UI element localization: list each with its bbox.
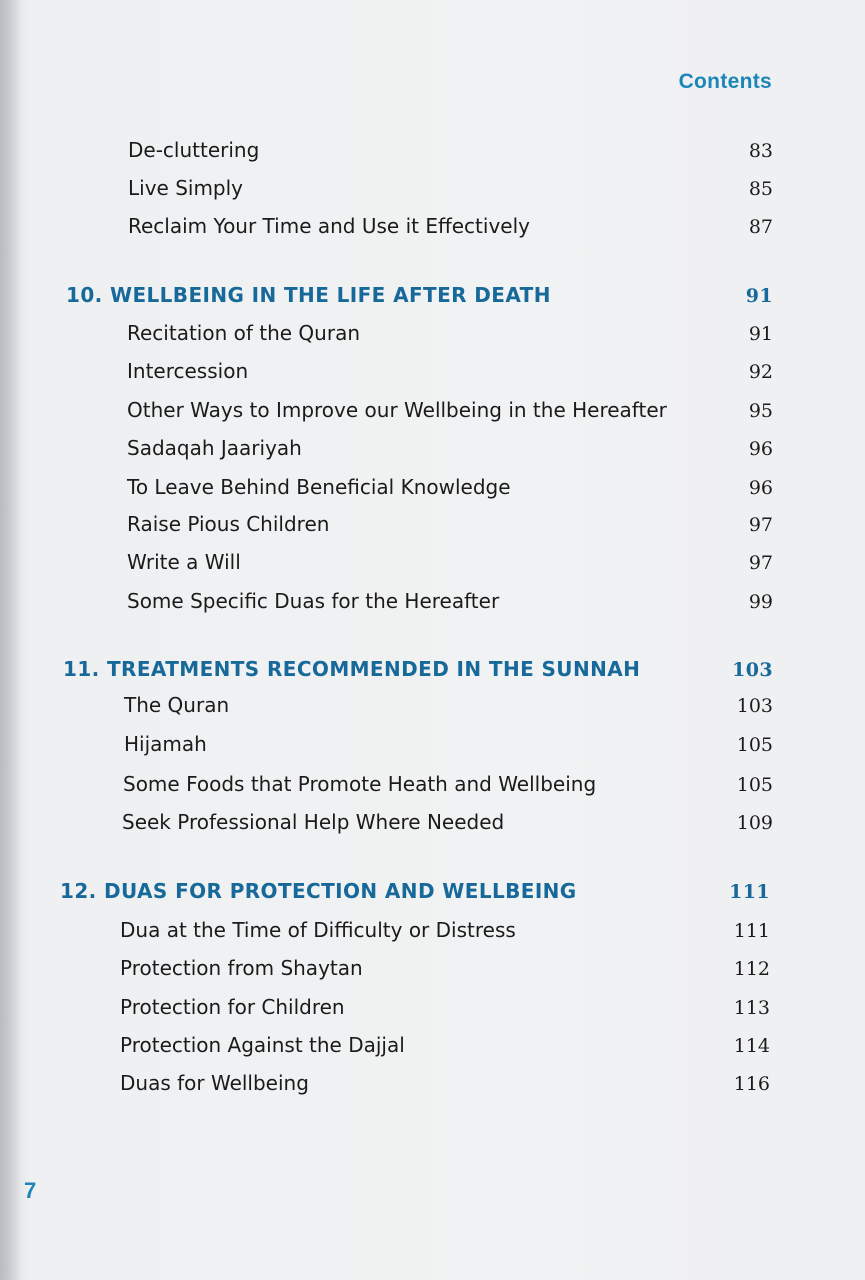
toc-entry-page: 87	[748, 216, 773, 238]
toc-entry	[127, 398, 773, 423]
toc-entry-page: 96	[748, 477, 773, 499]
toc-entry-title: Write a Will	[127, 550, 241, 574]
toc-entry-title: Live Simply	[128, 176, 244, 200]
toc-entry-page: 83	[748, 140, 773, 162]
toc-entry	[124, 693, 773, 718]
toc-entry	[120, 918, 770, 943]
toc-entry-page: 103	[736, 695, 773, 717]
toc-entry	[127, 550, 773, 575]
toc-entry-title: Protection for Children	[120, 995, 345, 1019]
chapter-page: 111	[729, 881, 770, 903]
running-head: Contents	[678, 70, 772, 93]
chapter-title: 12. DUAS FOR PROTECTION AND WELLBEING	[60, 879, 577, 903]
toc-entry-title: Recitation of the Quran	[127, 321, 361, 345]
toc-entry	[120, 956, 770, 981]
toc-entry-title: Some Specific Duas for the Hereafter	[127, 589, 500, 613]
chapter-title: 10. WELLBEING IN THE LIFE AFTER DEATH	[66, 283, 551, 307]
toc-entry-page: 97	[748, 552, 773, 574]
toc-entry-page: 99	[748, 591, 773, 613]
toc-entry-page: 112	[733, 958, 770, 980]
toc-entry-page: 96	[748, 438, 773, 460]
toc-entry-title: Protection Against the Dajjal	[120, 1033, 405, 1057]
toc-entry-title: The Quran	[124, 693, 230, 717]
toc-entry-page: 114	[733, 1035, 770, 1057]
toc-entry	[127, 475, 773, 500]
toc-entry	[123, 772, 773, 797]
toc-entry-title: De-cluttering	[128, 138, 260, 162]
toc-entry	[127, 512, 773, 537]
chapter-page: 103	[732, 659, 773, 681]
toc-entry-title: Hijamah	[124, 732, 207, 756]
toc-entry	[127, 436, 773, 461]
toc-entry	[127, 321, 773, 346]
toc-entry-title: Dua at the Time of Difficulty or Distress	[120, 918, 516, 942]
toc-entry	[127, 359, 773, 384]
toc-entry-title: Raise Pious Children	[127, 512, 330, 536]
toc-entry	[128, 138, 773, 163]
toc-entry-page: 105	[736, 774, 773, 796]
toc-entry-page: 113	[733, 997, 770, 1019]
toc-entry-title: Sadaqah Jaariyah	[127, 436, 302, 460]
toc-entry-title: Duas for Wellbeing	[120, 1071, 309, 1095]
toc-entry-page: 97	[748, 514, 773, 536]
toc-entry-title: Other Ways to Improve our Wellbeing in the Hereafter	[127, 398, 667, 422]
chapter-title: 11. TREATMENTS RECOMMENDED IN THE SUNNAH	[63, 657, 641, 681]
toc-entry-title: Reclaim Your Time and Use it Effectively	[128, 214, 530, 238]
toc-entry	[128, 214, 773, 239]
toc-entry	[127, 589, 773, 614]
toc-entry-title: Some Foods that Promote Heath and Wellbeing	[123, 772, 597, 796]
toc-entry-title: Seek Professional Help Where Needed	[122, 810, 505, 834]
toc-entry	[120, 1033, 770, 1058]
chapter-page: 91	[745, 285, 773, 307]
page-number: 7	[24, 1178, 37, 1203]
chapter-heading	[60, 879, 770, 904]
toc-entry-title: Intercession	[127, 359, 249, 383]
toc-entry-page: 116	[733, 1073, 770, 1095]
toc-entry	[120, 1071, 770, 1096]
toc-entry-page: 105	[736, 734, 773, 756]
toc-entry	[124, 732, 773, 757]
toc-entry-title: To Leave Behind Beneficial Knowledge	[127, 475, 511, 499]
toc-entry	[120, 995, 770, 1020]
toc-entry-page: 92	[748, 361, 773, 383]
toc-entry-page: 95	[748, 400, 773, 422]
toc-entry-page: 85	[748, 178, 773, 200]
chapter-heading	[63, 657, 773, 682]
chapter-heading	[66, 283, 773, 308]
toc-entry-title: Protection from Shaytan	[120, 956, 363, 980]
toc-entry	[122, 810, 773, 835]
toc-entry	[128, 176, 773, 201]
toc-entry-page: 91	[748, 323, 773, 345]
toc-entry-page: 109	[736, 812, 773, 834]
toc-entry-page: 111	[733, 920, 770, 942]
